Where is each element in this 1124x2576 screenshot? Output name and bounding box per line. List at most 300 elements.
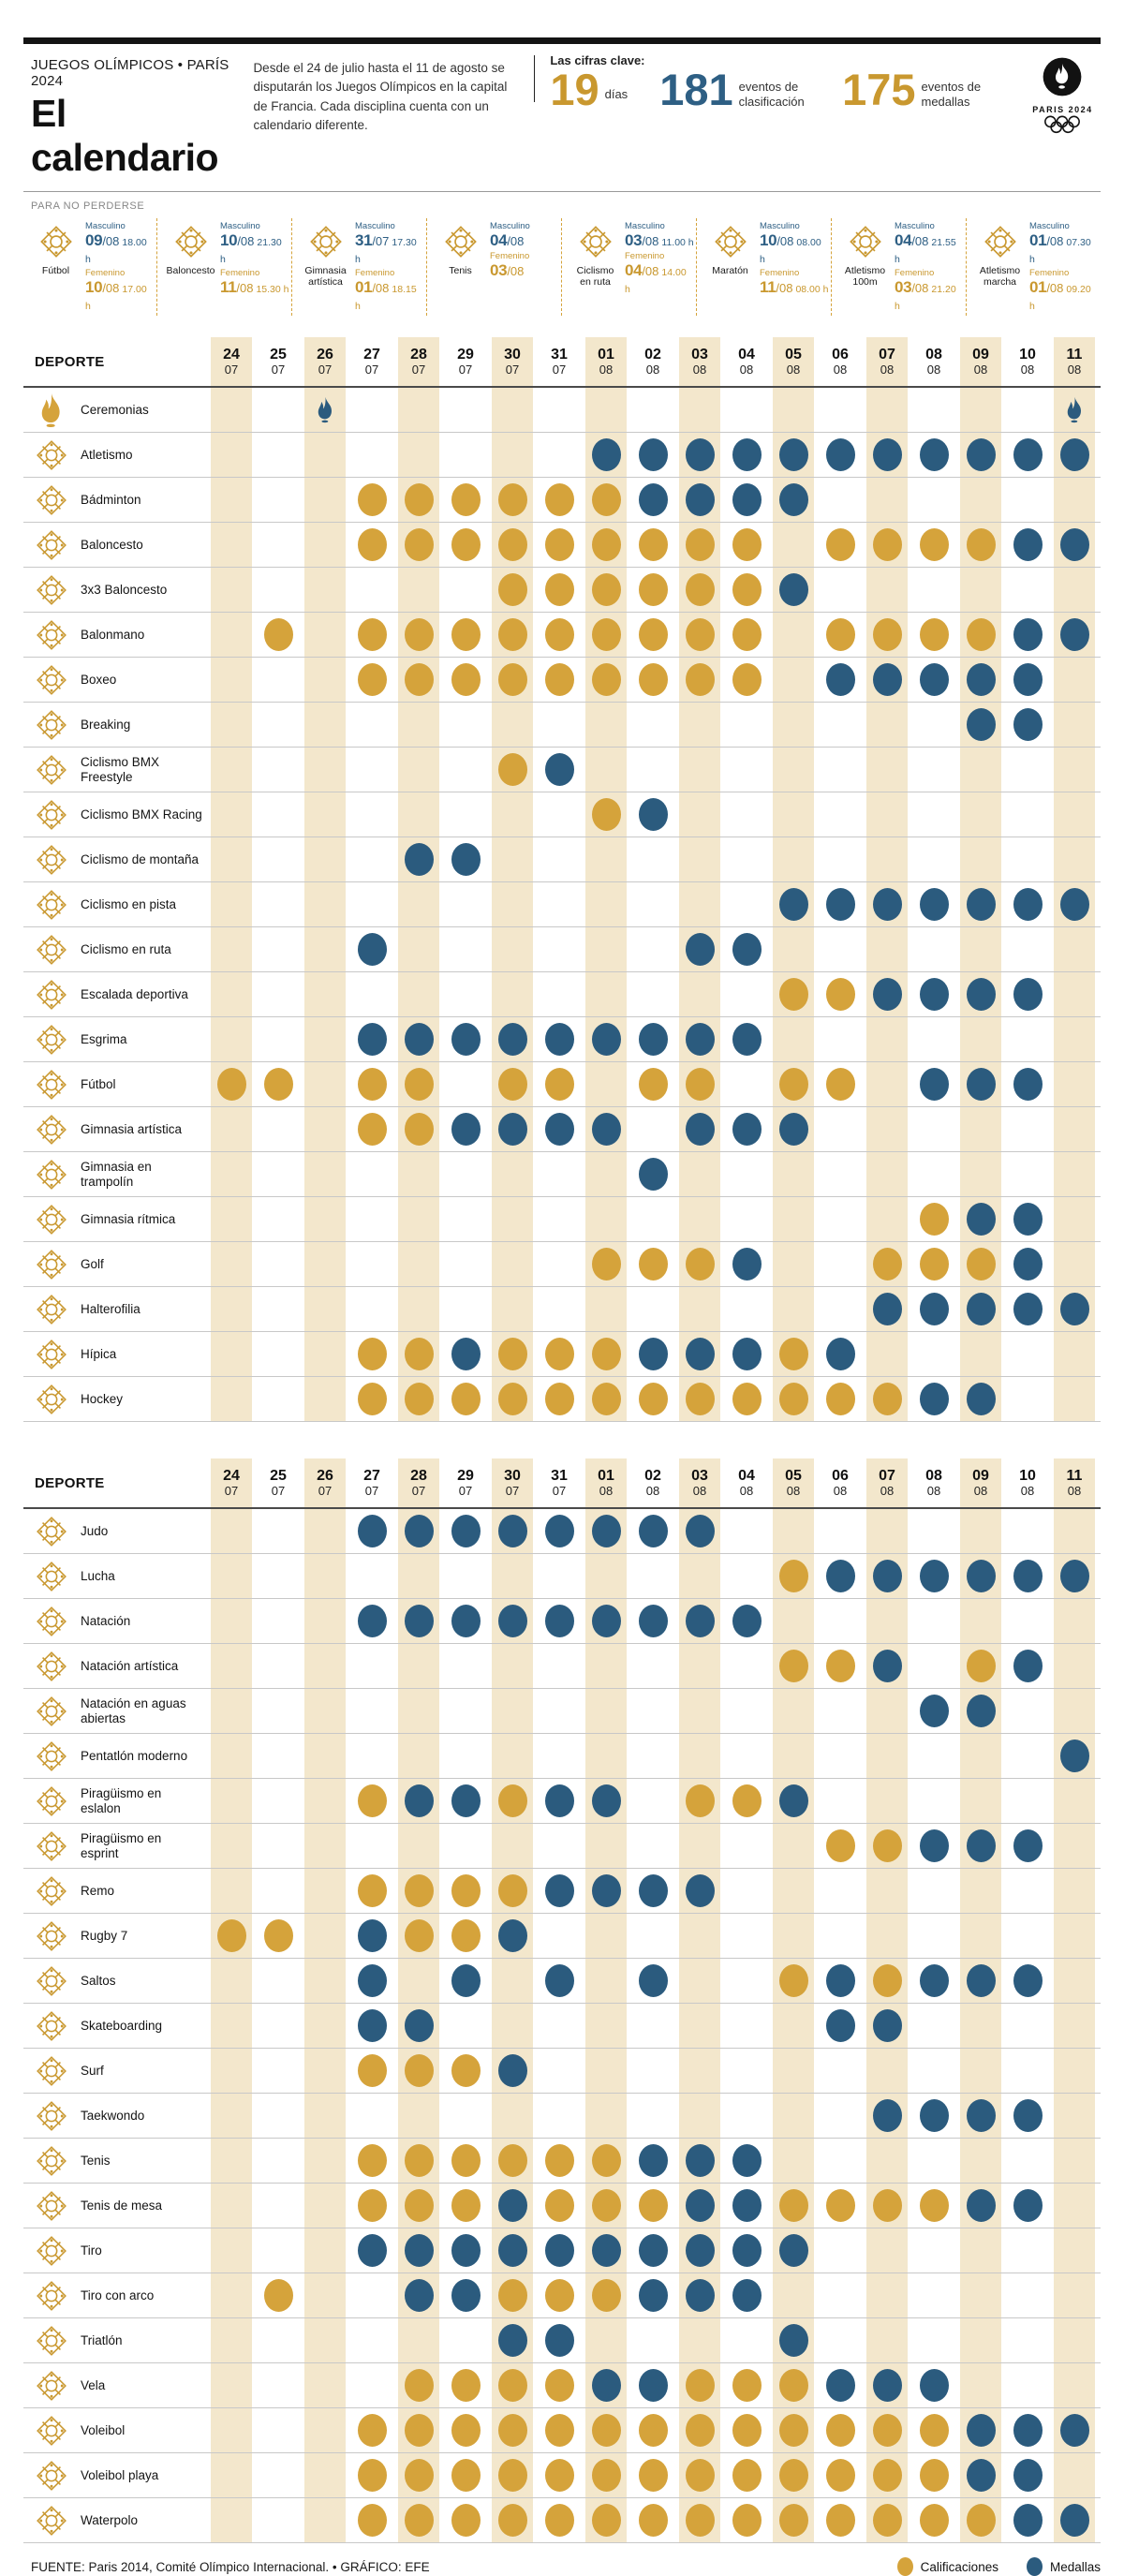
date-month: 07 bbox=[552, 1484, 567, 1499]
calendar-cell bbox=[1004, 1062, 1051, 1106]
calendar-cell bbox=[208, 748, 255, 792]
highlight-sport bbox=[31, 220, 81, 276]
date-column-header bbox=[395, 337, 442, 386]
calendar-cell bbox=[770, 478, 817, 522]
date-column-header bbox=[676, 1458, 723, 1507]
medal-dot bbox=[639, 2279, 668, 2312]
calendar-cell bbox=[348, 2004, 395, 2048]
vela-icon bbox=[35, 2369, 68, 2403]
calendar-cell bbox=[395, 2498, 442, 2542]
category-label: Masculino bbox=[1029, 221, 1070, 231]
calendar-cell bbox=[536, 1062, 583, 1106]
medal-dot bbox=[592, 2234, 621, 2267]
sport-row bbox=[23, 1509, 1101, 1554]
medal-dot bbox=[686, 1338, 715, 1370]
date-day: 29 bbox=[457, 1467, 474, 1484]
highlight-item bbox=[831, 218, 966, 316]
calendar-header-row bbox=[23, 1458, 1101, 1509]
calendar-cell bbox=[442, 1332, 489, 1376]
medal-dot bbox=[732, 2234, 762, 2267]
calendar-cell bbox=[629, 2273, 676, 2317]
medal-dot bbox=[358, 1515, 387, 1547]
calendar-cell bbox=[208, 2184, 255, 2228]
calendar-cell bbox=[536, 1779, 583, 1823]
calendar-cell bbox=[676, 2453, 723, 2497]
medal-dot bbox=[779, 1113, 808, 1146]
calendar-cell bbox=[957, 568, 1004, 612]
calendar-cell bbox=[302, 792, 348, 836]
sport-row-label bbox=[23, 927, 208, 971]
calendar-cell bbox=[817, 2184, 864, 2228]
calendar-cell bbox=[255, 2228, 302, 2273]
category-label: Femenino bbox=[355, 268, 395, 278]
calendar-cell bbox=[583, 2184, 629, 2228]
calendar-cell bbox=[536, 1017, 583, 1061]
calendar-cell bbox=[910, 2273, 957, 2317]
calendar-cell bbox=[817, 2094, 864, 2138]
calendar-cell bbox=[957, 1644, 1004, 1688]
calendar-cell bbox=[442, 568, 489, 612]
calendar-cell bbox=[536, 523, 583, 567]
category-label: Femenino bbox=[625, 251, 665, 261]
calendar-cell bbox=[583, 927, 629, 971]
event-date: 10/08 17.00 h bbox=[85, 278, 147, 312]
date-day: 27 bbox=[363, 346, 380, 363]
calendar-cell bbox=[723, 523, 770, 567]
calendar-cell bbox=[910, 1554, 957, 1598]
highlight-sport bbox=[166, 220, 215, 276]
date-day: 11 bbox=[1066, 1467, 1083, 1484]
calendar-cell bbox=[1051, 1509, 1098, 1553]
calendar-cell bbox=[770, 433, 817, 477]
calendar-cell bbox=[723, 792, 770, 836]
qualification-dot bbox=[545, 1068, 574, 1101]
medal-dot bbox=[686, 2279, 715, 2312]
category-label: Masculino bbox=[355, 221, 395, 231]
calendar-cell bbox=[629, 1959, 676, 2003]
sport-label: Vela bbox=[81, 2377, 106, 2392]
calendar-cell bbox=[770, 613, 817, 657]
date-month: 08 bbox=[1020, 1484, 1035, 1499]
calendar-cell bbox=[817, 2139, 864, 2183]
calendar-cell bbox=[208, 2094, 255, 2138]
calendar-cell bbox=[583, 568, 629, 612]
calendar-table-2 bbox=[23, 1458, 1101, 2543]
calendar-cell bbox=[770, 1152, 817, 1196]
calendar-cell bbox=[910, 837, 957, 881]
qualification-dot bbox=[826, 2414, 855, 2447]
date-column-header bbox=[957, 337, 1004, 386]
qualification-dot bbox=[358, 2414, 387, 2447]
qualification-dot bbox=[873, 1829, 902, 1862]
calendar-cell bbox=[208, 1869, 255, 1913]
calendar-cell bbox=[442, 1107, 489, 1151]
calendar-cell bbox=[489, 2363, 536, 2407]
calendar-cell bbox=[676, 792, 723, 836]
calendar-cell bbox=[817, 2408, 864, 2452]
calendar-cell bbox=[1051, 1107, 1098, 1151]
medal-dot bbox=[1013, 1248, 1043, 1281]
calendar-cell bbox=[208, 613, 255, 657]
paris-2024-logo bbox=[1025, 53, 1101, 140]
qualification-dot bbox=[826, 978, 855, 1011]
calendar-cell bbox=[536, 1734, 583, 1778]
calendar-cell bbox=[910, 613, 957, 657]
calendar-cell bbox=[864, 1599, 910, 1643]
calendar-cell bbox=[489, 1017, 536, 1061]
qualification-dot bbox=[405, 663, 434, 696]
date-day: 26 bbox=[317, 346, 333, 363]
medal-dot bbox=[1013, 2504, 1043, 2537]
sport-label: Triatlón bbox=[81, 2332, 123, 2347]
calendar-cell bbox=[770, 1377, 817, 1421]
table-gap bbox=[23, 1422, 1101, 1446]
calendar-cell bbox=[910, 1197, 957, 1241]
calendar-cell bbox=[629, 972, 676, 1016]
medal-dot bbox=[779, 438, 808, 471]
key-figures-row bbox=[550, 65, 1025, 114]
sport-row-label bbox=[23, 1062, 208, 1106]
medal-dot bbox=[732, 1023, 762, 1056]
calendar-cell bbox=[583, 1332, 629, 1376]
calendar-cell bbox=[1004, 1332, 1051, 1376]
calendar-cell bbox=[770, 1959, 817, 2003]
calendar-cell bbox=[583, 882, 629, 926]
calendar-cell bbox=[395, 1509, 442, 1553]
key-figure-2 bbox=[842, 65, 993, 114]
calendar-cell bbox=[910, 882, 957, 926]
calendar-cell bbox=[957, 2363, 1004, 2407]
qualification-dot bbox=[498, 1068, 527, 1101]
calendar-cell bbox=[536, 1332, 583, 1376]
sport-row-label bbox=[23, 1242, 208, 1286]
key-figure-value: 19 bbox=[550, 65, 599, 114]
calendar-cell bbox=[583, 748, 629, 792]
piraguismo-en-eslalon-icon bbox=[35, 1784, 68, 1818]
calendar-cell bbox=[208, 2139, 255, 2183]
futbol-icon bbox=[35, 1068, 68, 1102]
qualification-dot bbox=[920, 1248, 949, 1281]
calendar-cell bbox=[489, 1779, 536, 1823]
calendar-cell bbox=[442, 1554, 489, 1598]
calendar-cell bbox=[957, 2049, 1004, 2093]
calendar-cell bbox=[957, 2228, 1004, 2273]
calendar-cell bbox=[583, 1959, 629, 2003]
calendar-cell bbox=[536, 1377, 583, 1421]
medal-dot bbox=[920, 1964, 949, 1997]
medal-dot bbox=[639, 1874, 668, 1907]
calendar-cell bbox=[817, 388, 864, 432]
calendar-cell bbox=[864, 2273, 910, 2317]
qualification-dot bbox=[686, 1784, 715, 1817]
sport-row-label bbox=[23, 1197, 208, 1241]
calendar-cell bbox=[770, 1824, 817, 1868]
calendar-cell bbox=[302, 1914, 348, 1958]
qualification-dot bbox=[686, 2369, 715, 2402]
calendar-cell bbox=[817, 882, 864, 926]
calendar-cell bbox=[629, 927, 676, 971]
calendar-cell bbox=[723, 2318, 770, 2362]
sport-label: Natación artística bbox=[81, 1658, 179, 1673]
calendar-cell bbox=[817, 2453, 864, 2497]
sport-row bbox=[23, 927, 1101, 972]
medal-dot bbox=[498, 2234, 527, 2267]
calendar-cell bbox=[489, 792, 536, 836]
medal-dot bbox=[1060, 438, 1089, 471]
calendar-cell bbox=[395, 748, 442, 792]
calendar-cell bbox=[864, 1197, 910, 1241]
calendar-cell bbox=[442, 2498, 489, 2542]
calendar-cell bbox=[957, 1779, 1004, 1823]
calendar-cell bbox=[957, 2139, 1004, 2183]
qualification-dot bbox=[826, 2189, 855, 2222]
calendar-cell bbox=[583, 1734, 629, 1778]
calendar-cell bbox=[489, 703, 536, 747]
calendar-cell bbox=[442, 972, 489, 1016]
date-day: 11 bbox=[1066, 346, 1083, 363]
gimnasia-artistica-icon bbox=[35, 1113, 68, 1147]
calendar-cell bbox=[302, 1824, 348, 1868]
calendar-cell bbox=[536, 658, 583, 702]
qualification-dot bbox=[686, 2459, 715, 2492]
calendar-cell bbox=[302, 748, 348, 792]
date-day: 07 bbox=[879, 346, 895, 363]
sport-row-label bbox=[23, 972, 208, 1016]
calendar-cell bbox=[489, 1914, 536, 1958]
calendar-cell bbox=[302, 837, 348, 881]
calendar-cell bbox=[442, 1017, 489, 1061]
qualification-dot bbox=[451, 2504, 481, 2537]
calendar-cell bbox=[302, 1377, 348, 1421]
calendar-cell bbox=[348, 927, 395, 971]
calendar-cell bbox=[536, 1242, 583, 1286]
sport-row-label bbox=[23, 2139, 208, 2183]
calendar-cell bbox=[489, 1959, 536, 2003]
qualification-dot bbox=[545, 2369, 574, 2402]
qualification-dot bbox=[826, 618, 855, 651]
qualification-dot bbox=[592, 2414, 621, 2447]
calendar-cell bbox=[536, 2273, 583, 2317]
calendar-cell bbox=[302, 1509, 348, 1553]
calendar-cell bbox=[817, 658, 864, 702]
calendar-cell bbox=[302, 568, 348, 612]
sport-row-label bbox=[23, 2004, 208, 2048]
calendar-cell bbox=[770, 1779, 817, 1823]
date-column-header bbox=[676, 337, 723, 386]
calendar-cell bbox=[910, 2004, 957, 2048]
sport-row bbox=[23, 613, 1101, 658]
sport-label: Gimnasia artística bbox=[81, 1121, 183, 1136]
calendar-cell bbox=[395, 1869, 442, 1913]
calendar-cell bbox=[208, 658, 255, 702]
sport-row bbox=[23, 2363, 1101, 2408]
calendar-cell bbox=[442, 792, 489, 836]
calendar-cell bbox=[910, 1017, 957, 1061]
qualification-dot bbox=[264, 2279, 293, 2312]
medal-dot bbox=[498, 2189, 527, 2222]
calendar-cell bbox=[864, 613, 910, 657]
calendar-cell bbox=[817, 2273, 864, 2317]
medal-dot bbox=[732, 2189, 762, 2222]
medal-dot bbox=[358, 2234, 387, 2267]
calendar-cell bbox=[864, 2094, 910, 2138]
date-month: 07 bbox=[505, 1484, 520, 1499]
calendar-cell bbox=[255, 2408, 302, 2452]
sport-row-label bbox=[23, 792, 208, 836]
calendar-cell bbox=[723, 1107, 770, 1151]
date-column-header bbox=[255, 1458, 302, 1507]
highlight-fem-date bbox=[760, 268, 829, 297]
calendar-table-1 bbox=[23, 337, 1101, 1422]
qualification-dot bbox=[498, 2414, 527, 2447]
calendar-cell bbox=[208, 1017, 255, 1061]
calendar-cell bbox=[489, 748, 536, 792]
highlight-masc-date bbox=[1029, 221, 1099, 267]
calendar-cell bbox=[817, 1332, 864, 1376]
calendar-cell bbox=[255, 792, 302, 836]
calendar-cell bbox=[1051, 1242, 1098, 1286]
calendar-cell bbox=[489, 2498, 536, 2542]
sport-row bbox=[23, 1824, 1101, 1869]
qualification-dot bbox=[732, 573, 762, 606]
date-column-header bbox=[629, 1458, 676, 1507]
calendar-cell bbox=[208, 2453, 255, 2497]
balonmano-icon bbox=[35, 618, 68, 652]
medal-dot bbox=[732, 2279, 762, 2312]
medal-dot bbox=[639, 2369, 668, 2402]
calendar-cell bbox=[1051, 792, 1098, 836]
calendar-cell bbox=[910, 792, 957, 836]
calendar-cell bbox=[583, 1377, 629, 1421]
key-figure-0 bbox=[550, 65, 629, 114]
date-day: 27 bbox=[363, 1467, 380, 1484]
qualification-dot bbox=[826, 1650, 855, 1682]
sport-label: Hockey bbox=[81, 1391, 124, 1406]
date-column-header bbox=[208, 337, 255, 386]
medal-dot bbox=[967, 1964, 996, 1997]
qualification-dot bbox=[358, 2054, 387, 2087]
medal-dot bbox=[967, 978, 996, 1011]
qualification-dot bbox=[451, 663, 481, 696]
calendar-cell bbox=[1051, 1287, 1098, 1331]
calendar-cell bbox=[864, 748, 910, 792]
calendar-cell bbox=[723, 972, 770, 1016]
highlight-masc-date bbox=[490, 221, 530, 250]
qualification-dot bbox=[592, 1383, 621, 1415]
calendar-cell bbox=[864, 1377, 910, 1421]
category-label: Masculino bbox=[490, 221, 530, 231]
calendar-cell bbox=[957, 1287, 1004, 1331]
sport-row-label bbox=[23, 1869, 208, 1913]
calendar-cell bbox=[957, 658, 1004, 702]
sport-label: Voleibol playa bbox=[81, 2467, 159, 2482]
qualification-dot bbox=[592, 2459, 621, 2492]
calendar-cell bbox=[676, 1332, 723, 1376]
calendar-cell bbox=[442, 2408, 489, 2452]
sport-label: Boxeo bbox=[81, 672, 117, 687]
calendar-cell bbox=[1051, 523, 1098, 567]
calendar-cell bbox=[348, 478, 395, 522]
medal-dot bbox=[592, 1605, 621, 1637]
medal-dot bbox=[686, 1113, 715, 1146]
calendar-cell bbox=[442, 613, 489, 657]
sport-row-label bbox=[23, 613, 208, 657]
calendar-cell bbox=[1051, 658, 1098, 702]
calendar-cell bbox=[489, 1689, 536, 1733]
calendar-cell bbox=[676, 433, 723, 477]
calendar-cell bbox=[442, 478, 489, 522]
calendar-cell bbox=[208, 478, 255, 522]
medal-dot bbox=[358, 1919, 387, 1952]
qualification-dot bbox=[545, 2279, 574, 2312]
highlight-fem-date bbox=[625, 251, 694, 297]
highlight-item bbox=[696, 218, 831, 316]
baloncesto-icon bbox=[173, 224, 209, 264]
calendar-cell bbox=[817, 613, 864, 657]
calendar-cell bbox=[723, 1377, 770, 1421]
calendar-cell bbox=[583, 2094, 629, 2138]
calendar-cell bbox=[864, 2453, 910, 2497]
qualification-dot bbox=[451, 483, 481, 516]
calendar-cell bbox=[583, 2228, 629, 2273]
calendar-cell bbox=[255, 1914, 302, 1958]
calendar-cell bbox=[1004, 2408, 1051, 2452]
calendar-cell bbox=[348, 2139, 395, 2183]
date-day: 02 bbox=[644, 1467, 661, 1484]
calendar-cell bbox=[817, 478, 864, 522]
date-month: 08 bbox=[926, 1484, 941, 1499]
calendar-cell bbox=[442, 2453, 489, 2497]
date-column-header bbox=[1004, 337, 1051, 386]
calendar-cell bbox=[255, 1197, 302, 1241]
calendar-cell bbox=[583, 837, 629, 881]
qualification-dot bbox=[686, 2504, 715, 2537]
medal-dot bbox=[639, 483, 668, 516]
calendar-cell bbox=[817, 1869, 864, 1913]
calendar-cell bbox=[723, 2498, 770, 2542]
calendar-cell bbox=[302, 1242, 348, 1286]
calendar-cell bbox=[583, 1107, 629, 1151]
calendar-cell bbox=[302, 1332, 348, 1376]
calendar-cell bbox=[208, 792, 255, 836]
calendar-cell bbox=[676, 2408, 723, 2452]
calendar-cell bbox=[817, 1599, 864, 1643]
calendar-cell bbox=[442, 2318, 489, 2362]
medal-dot bbox=[779, 2324, 808, 2357]
medal-dot bbox=[1013, 888, 1043, 921]
calendar-cell bbox=[676, 1509, 723, 1553]
qualification-dot bbox=[358, 618, 387, 651]
calendar-cell bbox=[395, 2049, 442, 2093]
calendar-cell bbox=[255, 433, 302, 477]
calendar-cell bbox=[864, 1734, 910, 1778]
medal-dot bbox=[779, 2234, 808, 2267]
calendar-cell bbox=[676, 2094, 723, 2138]
calendar-cell bbox=[208, 1599, 255, 1643]
event-date: 04/08 14.00 h bbox=[625, 261, 687, 295]
medal-dot bbox=[920, 438, 949, 471]
highlight-sport-label: Gimnasia artística bbox=[304, 265, 347, 289]
sport-label: Fútbol bbox=[81, 1076, 116, 1091]
calendar-cell bbox=[302, 658, 348, 702]
calendar-cell bbox=[676, 1644, 723, 1688]
medal-dot bbox=[826, 888, 855, 921]
date-column-header bbox=[442, 337, 489, 386]
calendar-cell bbox=[489, 568, 536, 612]
calendar-cell bbox=[442, 2363, 489, 2407]
calendar-cell bbox=[1051, 972, 1098, 1016]
medal-dot bbox=[1013, 2414, 1043, 2447]
